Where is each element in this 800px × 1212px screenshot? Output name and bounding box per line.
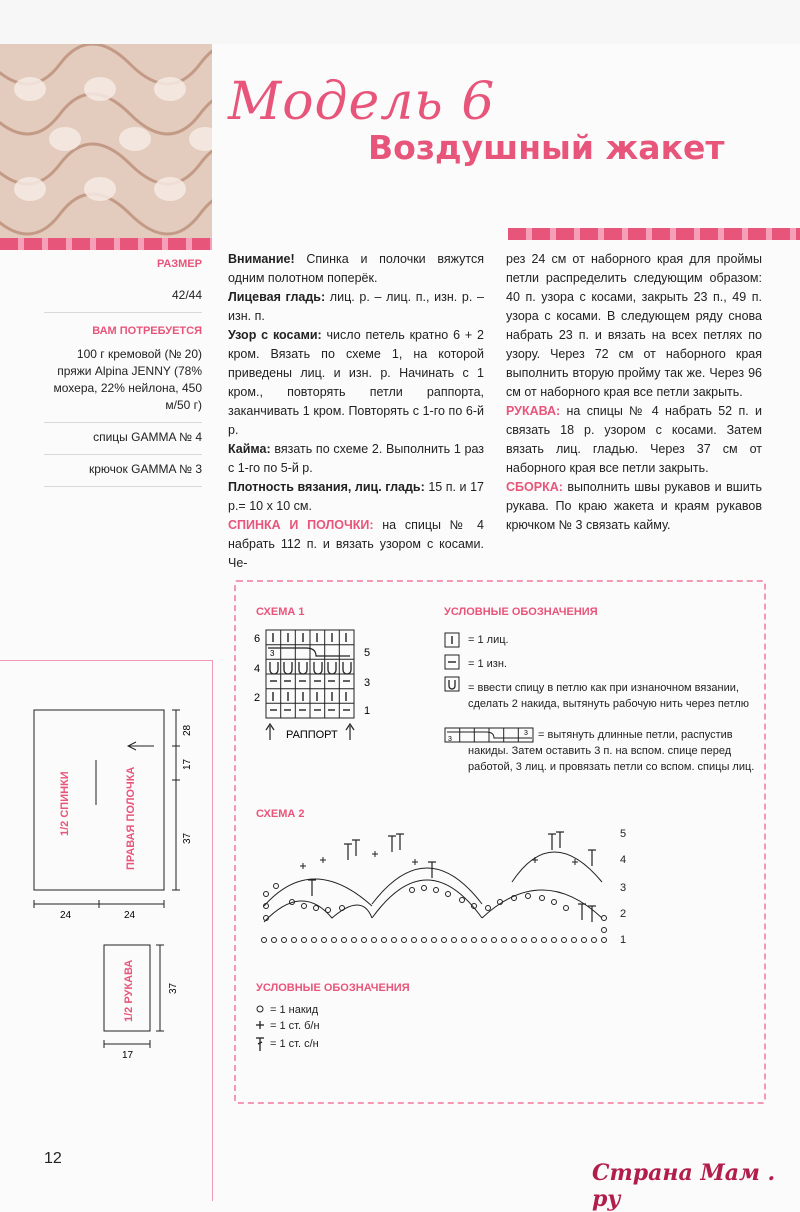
model-number: Модель 6 — [228, 72, 496, 132]
scheme2-chart — [252, 822, 632, 952]
legend1-title: УСЛОВНЫЕ ОБОЗНАЧЕНИЯ — [444, 606, 598, 618]
legend-chain: = 1 накид — [270, 1004, 319, 1016]
legend1-symbols — [444, 632, 464, 692]
scheme2-row-5: 5 — [620, 828, 627, 840]
warning-text: Спинка и полочки вяжутся одним полотном поперёк. — [228, 252, 484, 285]
pattern-pieces — [24, 700, 204, 1070]
page-title: Воздушный жакет — [368, 128, 725, 167]
arrow-up-icon — [346, 724, 354, 740]
pink-divider-left — [0, 238, 212, 250]
legend-double-crochet: = 1 ст. с/н — [270, 1038, 319, 1050]
scheme2-row-2: 2 — [620, 908, 627, 920]
instructions-column-2 — [506, 250, 762, 535]
scheme2-row-4: 4 — [620, 854, 627, 866]
cable-num-left: 3 — [448, 736, 452, 743]
materials-sidebar — [44, 252, 202, 487]
dim-top: 28 — [182, 724, 193, 736]
scheme1-row-6: 6 — [254, 633, 261, 645]
assembly-text: выполнить швы рукавов и вшить рукава. По краю жакета и краям рукавов крючком № 3 связать кайму. — [506, 480, 762, 532]
scheme1-row-4: 4 — [254, 663, 261, 675]
size-value: 42/44 — [44, 273, 202, 313]
back-fronts-continued: рез 24 см от наборного края для проймы петли распределить следующим образом: 40 п. узора с косами, закрыть 23 п., 49 п. узора с косами. В следующем ряду снова набрать 23 п. и вязать на всех петлях по узору. Через 72 см от наборного края выполнить вторую пройму так же. Через 96 см от наборного края все петли закрыть. — [506, 252, 762, 399]
back-fronts-heading: СПИНКА И ПОЛОЧКИ: — [228, 518, 374, 532]
cable-pattern-text: число петель кратно 6 + 2 кром. Вязать по схеме 1, на которой приведены лиц. и изн. р. Начинать с 1 кром., повторять петли раппорта, заканчивать 1 кром. Повторять с 1-го по 6-й р. — [228, 328, 484, 437]
cable-pattern-label: Узор с косами: — [228, 328, 322, 342]
front-label: ПРАВАЯ ПОЛОЧКА — [125, 766, 137, 870]
back-fronts-text: на спицы № 4 набрать 112 п. и вязать узором с косами. Че- — [228, 518, 484, 570]
legend-elongated: = ввести спицу в петлю как при изнаночном вязании, сделать 2 накида, вытянуть рабочую нить через петлю — [468, 682, 750, 710]
size-heading: РАЗМЕР — [156, 258, 202, 270]
gauge-label: Плотность вязания, лиц. гладь: — [228, 480, 425, 494]
width-left: 24 — [60, 910, 72, 921]
sleeve-width: 17 — [122, 1050, 134, 1061]
assembly-heading: СБОРКА: — [506, 480, 563, 494]
scheme1-chart — [246, 622, 396, 744]
legend2-symbols — [254, 1002, 268, 1052]
site-watermark: Страна Мам . ру — [592, 1160, 776, 1212]
arrow-up-icon — [266, 724, 274, 740]
scheme2-row-1: 1 — [620, 934, 627, 946]
stockinette-text: лиц. р. – лиц. п., изн. р. – изн. п. — [228, 290, 484, 323]
pink-divider-right — [508, 228, 800, 240]
scheme1-inner-label: 3 — [270, 649, 275, 658]
legend-knit: = 1 лиц. — [468, 634, 509, 646]
double-crochet-icon — [256, 1038, 264, 1051]
lace-swatch-photo — [0, 44, 212, 238]
rapport-label: РАППОРТ — [286, 729, 338, 741]
needles-info: спицы GAMMA № 4 — [44, 423, 202, 455]
scheme1-row-3: 3 — [364, 677, 371, 689]
dim-bot: 37 — [182, 832, 193, 844]
arrow-left-icon — [128, 742, 154, 750]
legend-purl: = 1 изн. — [468, 658, 507, 670]
warning-label: Внимание! — [228, 252, 295, 266]
chain-symbol-icon — [257, 1006, 263, 1012]
sleeve-label: 1/2 РУКАВА — [123, 959, 135, 1022]
width-right: 24 — [124, 910, 136, 921]
body-pattern-piece — [34, 710, 164, 890]
sleeves-text: на спицы № 4 набрать 52 п. и связать 18 р. узором с косами. Затем вязать лиц. гладью. Через 37 см от наборного края все петли закрыть. — [506, 404, 762, 475]
gauge-text: 15 п. и 17 р.= 10 x 10 см. — [228, 480, 484, 513]
scheme1-row-5: 5 — [364, 647, 371, 659]
scheme1-row-1: 1 — [364, 705, 371, 717]
scheme2-row-3: 3 — [620, 882, 627, 894]
edging-label: Кайма: — [228, 442, 271, 456]
edging-text: вязать по схеме 2. Выполнить 1 раз с 1-го по 5-й р. — [228, 442, 484, 475]
top-band — [0, 0, 800, 44]
scheme1-title: СХЕМА 1 — [256, 606, 305, 618]
page-number: 12 — [44, 1150, 62, 1167]
sleeve-height: 37 — [168, 982, 179, 994]
legend-cable: = вытянуть длинные петли, распустив накиды. Затем оставить 3 п. на вспом. спице перед работой, 3 лиц. и провязать петли со вспом. спицы лиц. — [468, 729, 755, 773]
single-crochet-icon — [256, 1021, 264, 1029]
yarn-info: 100 г кремовой (№ 20) пряжи Alpina JENNY (78% мохера, 22% нейлона, 450 м/50 г) — [44, 340, 202, 423]
back-label: 1/2 СПИНКИ — [59, 771, 71, 836]
legend-single-crochet: = 1 ст. б/н — [270, 1020, 320, 1032]
legend2-title: УСЛОВНЫЕ ОБОЗНАЧЕНИЯ — [256, 982, 410, 994]
scheme1-row-2: 2 — [254, 692, 261, 704]
dim-mid: 17 — [182, 758, 193, 770]
hook-info: крючок GAMMA № 3 — [44, 455, 202, 487]
cable-num-right: 3 — [524, 730, 528, 737]
scheme2-title: СХЕМА 2 — [256, 808, 305, 820]
needs-heading: ВАМ ПОТРЕБУЕТСЯ — [92, 325, 202, 337]
instructions-column-1 — [228, 250, 484, 573]
sleeves-heading: РУКАВА: — [506, 404, 561, 418]
stockinette-label: Лицевая гладь: — [228, 290, 326, 304]
